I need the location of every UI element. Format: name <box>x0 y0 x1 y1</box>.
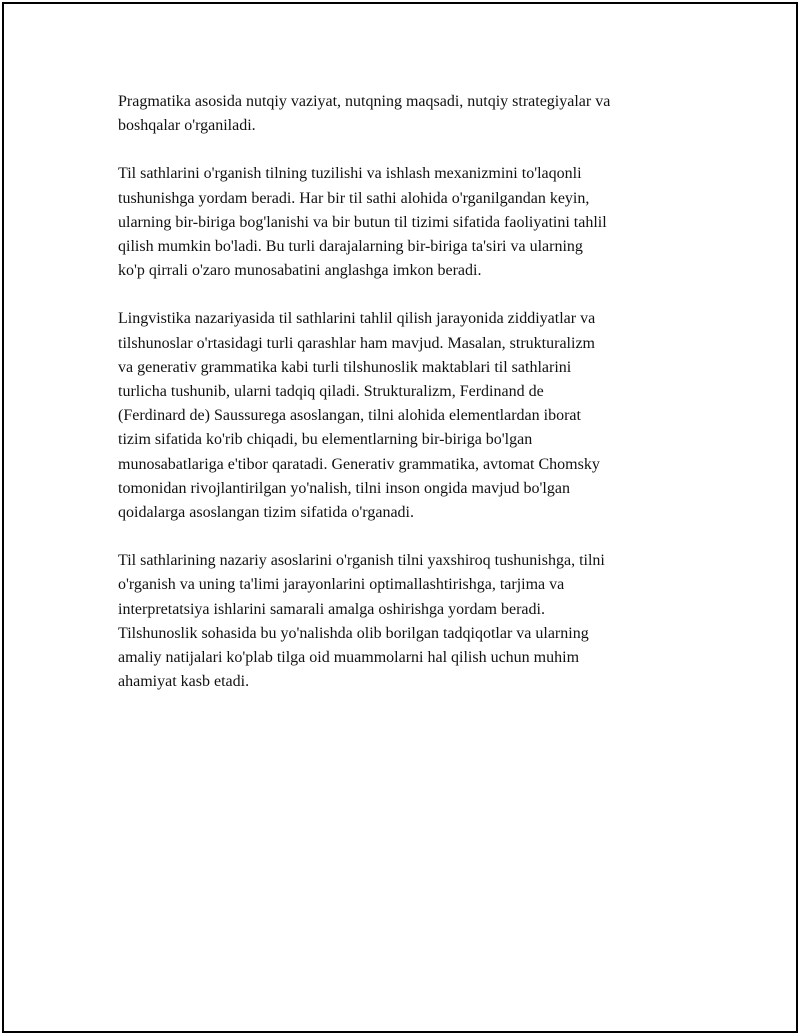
text-line: Lingvistika nazariyasida til sathlarini tahlil qilish jarayonida ziddiyatlar va <box>118 310 596 328</box>
text-line: qilish mumkin bo'ladi. Bu turli darajalarning bir-biriga ta'siri va ularning <box>118 238 583 256</box>
text-line: Pragmatika asosida nutqiy vaziyat, nutqning maqsadi, nutqiy strategiyalar va <box>118 93 611 110</box>
paragraph-pragmatika <box>118 90 688 138</box>
paragraph-nazariy-asoslar <box>118 549 688 694</box>
text-line: ko'p qirrali o'zaro munosabatini anglashga imkon beradi. <box>118 262 482 280</box>
text-line: qoidalarga asoslangan tizim sifatida o'rganadi. <box>118 504 414 522</box>
text-line: tilshunoslar o'rtasidagi turli qarashlar ham mavjud. Masalan, strukturalizm <box>118 334 595 352</box>
text-line: Til sathlarining nazariy asoslarini o'rganish tilni yaxshiroq tushunishga, tilni <box>118 552 605 570</box>
text-line: (Ferdinard de) Saussurega asoslangan, tilni alohida elementlardan iborat <box>118 407 581 425</box>
text-line: tushunishga yordam beradi. Har bir til sathi alohida o'rganilgandan keyin, <box>118 189 590 207</box>
text-line: interpretatsiya ishlarini samarali amalga oshirishga yordam beradi. <box>118 600 545 618</box>
text-line: Til sathlarini o'rganish tilning tuzilishi va ishlash mexanizmini to'laqonli <box>118 165 582 183</box>
document-body <box>118 90 688 718</box>
text-line: boshqalar o'rganiladi. <box>118 117 256 135</box>
text-line: ularning bir-biriga bog'lanishi va bir butun til tizimi sifatida faoliyatini tahlil <box>118 213 607 231</box>
text-line: tomonidan rivojlantirilgan yo'nalish, tilni inson ongida mavjud bo'lgan <box>118 479 570 497</box>
text-line: tizim sifatida ko'rib chiqadi, bu elementlarning bir-biriga bo'lgan <box>118 431 533 449</box>
text-line: ahamiyat kasb etadi. <box>118 673 250 691</box>
text-line: munosabatlariga e'tibor qaratadi. Generativ grammatika, avtomat Chomsky <box>118 455 600 473</box>
paragraph-lingvistika <box>118 307 688 525</box>
text-line: va generativ grammatika kabi turli tilshunoslik maktablari til sathlarini <box>118 358 572 376</box>
text-line: amaliy natijalari ko'plab tilga oid muammolarni hal qilish uchun muhim <box>118 649 580 667</box>
paragraph-til-sathlari <box>118 162 688 283</box>
text-line: o'rganish va uning ta'limi jarayonlarini optimallashtirishga, tarjima va <box>118 576 565 594</box>
text-line: Tilshunoslik sohasida bu yo'nalishda olib borilgan tadqiqotlar va ularning <box>118 624 589 642</box>
text-line: turlicha tushunib, ularni tadqiq qiladi. Strukturalizm, Ferdinand de <box>118 383 544 401</box>
